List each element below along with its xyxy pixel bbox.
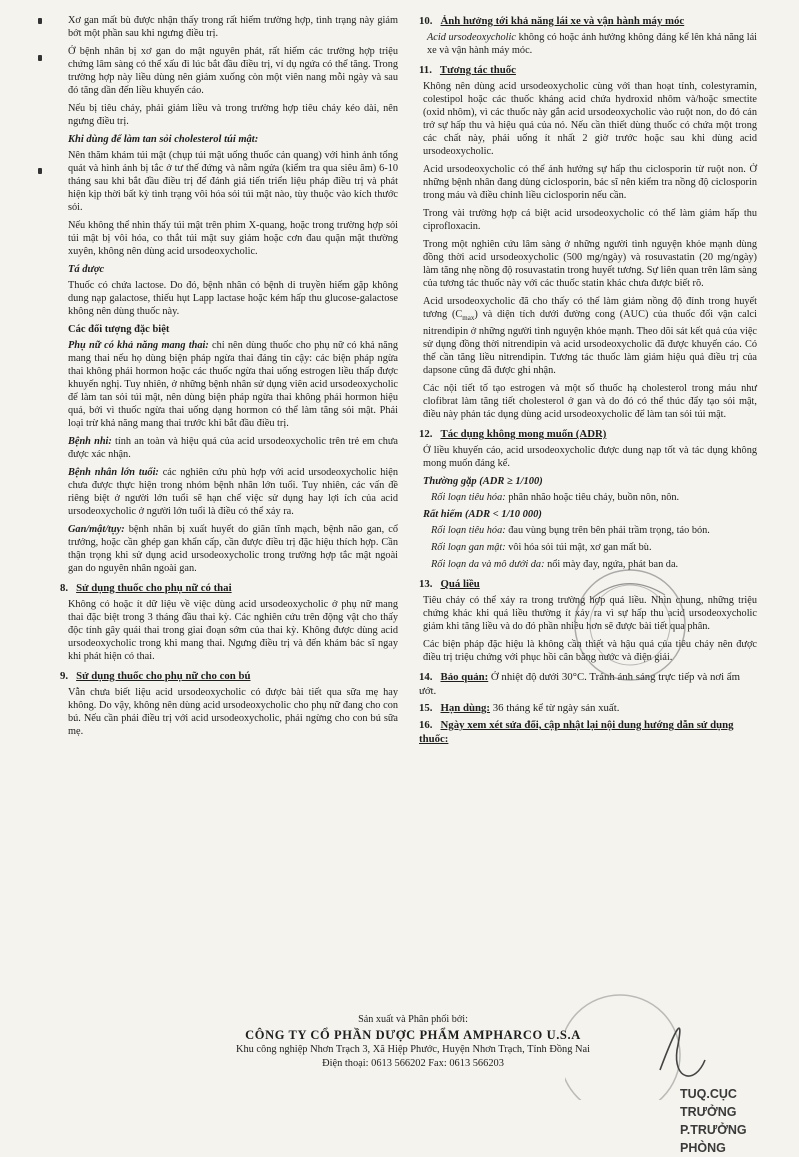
section-title: Hạn dùng:: [440, 702, 491, 715]
subheading-excipient: Tá dược: [68, 264, 105, 275]
footer: [68, 1013, 758, 1071]
section-10-heading: [419, 14, 757, 28]
text: tính an toàn và hiệu quả của acid ursodeoxycholic trên trẻ em chưa được xác nhận.: [68, 436, 398, 460]
paragraph: [419, 295, 757, 377]
lead: Bệnh nhân lớn tuổi:: [68, 467, 159, 478]
section-title: Ngày xem xét sửa đổi, cập nhật lại nội dung hướng dẫn sử dụng thuốc:: [419, 719, 734, 746]
section-12-heading: [419, 427, 757, 441]
text: Acid ursodeoxycholic đã cho thấy có thể làm giảm nồng độ đỉnh trong huyết tương (C: [423, 296, 757, 320]
adr-text: phân nhão hoặc tiêu chảy, buồn nôn, nôn.: [505, 492, 680, 504]
paragraph-liver: [68, 523, 398, 575]
company-phone: Điện thoại: 0613 566202 Fax: 0613 566203: [322, 1058, 504, 1069]
section-number: 13.: [419, 578, 433, 591]
paragraph-children: [68, 435, 398, 461]
text: bệnh nhân bị xuất huyết do giãn tĩnh mạch, bệnh não gan, cổ trướng, hoặc cần ghép gan khẩn cấp, cần được điều trị đặc hiệu thích hợp. Cần thận trọng khi sử dụng acid ursodeoxycholic trong trường hợp tắc mật ngoài gan do nguyên nhân ngoài gan.: [68, 524, 398, 574]
paragraph: Tiêu chảy có thể xảy ra trong trường hợp quá liều. Nhìn chung, những triệu chứng khác khi quá liều thường ít xảy ra vì sự hấp thu acid ursodeoxycholic giảm khi tăng liều và do đó phần nhiều hơn sẽ được bài tiết qua phân.: [423, 595, 757, 633]
lead: Bệnh nhi:: [68, 436, 112, 447]
paragraph: Nếu không thể nhìn thấy túi mật trên phim X-quang, hoặc trong trường hợp sỏi túi mật bị vôi hóa, co thắt túi mật suy giảm hoặc cơn đau quặn mật thường xuyên, không nên dùng acid ursodeoxycholic.: [68, 220, 398, 257]
margin-mark: [38, 55, 42, 61]
paragraph: Nên thăm khám túi mật (chụp túi mật uống thuốc cản quang) với hình ảnh tổng quát và hình ảnh bị tắc ở tư thế đứng và nằm ngửa (kiểm tra qua siêu âm) 6-10 tháng sau khi bắt đầu điều trị để đánh giá tiến triển liệu pháp điều trị và phát hiện kịp thời bất kỳ tình trạng vôi hóa sỏi túi mật nào, tùy thuộc vào kích thước sỏi.: [68, 150, 398, 213]
adr-category: Rối loạn tiêu hóa:: [431, 525, 506, 537]
section-15-heading: [419, 701, 757, 715]
section-title: Ảnh hưởng tới khả năng lái xe và vận hành máy móc: [440, 15, 685, 27]
paragraph: Không nên dùng acid ursodeoxycholic cùng với than hoạt tính, colestyramin, colestipol hoặc các thuốc kháng acid chứa hydroxid nhôm và/hoặc smectite (oxid nhôm), vì các thuốc này gắn acid ursodeoxycholic vào ruột non, do đó cản trở sự hấp thu và hiệu quả của nó. Nếu cần thiết dùng thuốc có chứa một trong các chất này, phải uống ít nhất 2 giờ trước hoặc sau khi dùng acid ursodeoxycholic.: [423, 81, 757, 157]
paragraph-women: [68, 339, 398, 430]
paragraph: Ở bệnh nhân bị xơ gan do mật nguyên phát, rất hiếm các trường hợp triệu chứng lâm sàng có thể xấu đi lúc bắt đầu điều trị, ví dụ ngứa có thể tăng. Trong trường hợp này liều dùng nên giảm xuống còn một viên nang mỗi ngày và sau đó tăng dần đến liều khuyến cáo.: [68, 46, 398, 96]
adr-text: nổi mày đay, ngứa, phát ban da.: [544, 559, 679, 571]
paragraph: Trong một nghiên cứu lâm sàng ở những người tình nguyện khỏe mạnh dùng đồng thời acid ursodeoxycholic (500 mg/ngày) và rosuvastatin (20 mg/ngày) làm tăng nhẹ nồng độ rosuvastatin trong huyết tương. Sự liên quan trên lâm sàng của tương tác thuốc này với các thuốc statin khác chưa được biết rõ.: [423, 239, 757, 289]
footer-intro: Sản xuất và Phân phối bởi:: [358, 1014, 468, 1025]
margin-mark: [38, 168, 42, 174]
section-number: 9.: [60, 670, 69, 682]
section-number: 15.: [419, 702, 433, 715]
section-8-heading: [60, 581, 398, 595]
section-number: 8.: [60, 582, 69, 594]
paragraph: Vẫn chưa biết liệu acid ursodeoxycholic có được bài tiết qua sữa mẹ hay không. Do vậy, không nên dùng acid ursodeoxycholic cho phụ nữ đang cho con bú. Nếu cần phải điều trị với acid ursodeoxycholic, phải ngừng cho con bú sữa mẹ.: [68, 687, 398, 737]
subscript: max: [462, 314, 475, 323]
section-9-heading: [60, 669, 398, 683]
margin-mark: [38, 18, 42, 24]
subheading-gallstone: Khi dùng để làm tan sỏi cholesterol túi mật:: [68, 134, 259, 145]
adr-row: [431, 491, 757, 504]
text: không có hoặc ảnh hưởng không đáng kể lên khả năng lái xe và vận hành máy móc.: [427, 32, 758, 56]
paragraph: Không có hoặc ít dữ liệu về việc dùng acid ursodeoxycholic ở phụ nữ mang thai đặc biệt trong 3 tháng đầu thai kỳ. Các nghiên cứu trên động vật cho thấy độc tính gây quái thai trong giai đoạn sớm của thai kỳ. Không được dùng acid ursodeoxycholic trong khi mang thai. Ngưng điều trị và đến khám bác sĩ ngay khi phát hiện có thai.: [68, 599, 398, 662]
paragraph: Thuốc có chứa lactose. Do đó, bệnh nhân có bệnh di truyền hiếm gặp không dung nạp galactose, thiếu hụt Lapp lactase hoặc kém hấp thu glucose-galactose không nên dùng thuốc này.: [68, 280, 398, 317]
subheading-special-populations: Các đối tượng đặc biệt: [68, 324, 170, 335]
section-text: Ở nhiệt độ dưới 30°C. Tránh ánh sáng trực tiếp và nơi ẩm ướt.: [419, 671, 740, 698]
left-column: [60, 14, 398, 743]
subheading-common: Thường gặp (ADR ≥ 1/100): [423, 476, 543, 488]
company-name: CÔNG TY CỔ PHẦN DƯỢC PHẨM AMPHARCO U.S.A: [245, 1028, 581, 1042]
paragraph: Các nội tiết tố tạo estrogen và một số thuốc hạ cholesterol trong máu như clofibrat làm tăng tiết cholesterol ở gan và do đó có thể thúc đẩy tạo sỏi mật, điều này phản tác dụng dùng acid ursodeoxycholic để làm tan sỏi túi mật.: [423, 383, 757, 421]
italic-term: Acid ursodeoxycholic: [427, 32, 516, 43]
paragraph: Acid ursodeoxycholic có thể ảnh hưởng sự hấp thu ciclosporin từ ruột non. Ở những bệnh nhân đang dùng ciclosporin, bác sĩ nên kiểm tra nồng độ ciclosporin trong máu và điều chỉnh liều ciclosporin nếu cần.: [423, 164, 757, 201]
section-title: Sử dụng thuốc cho phụ nữ có thai: [76, 582, 232, 594]
section-title: Bảo quản:: [440, 671, 489, 684]
text: chỉ nên dùng thuốc cho phụ nữ có khả năng mang thai nếu họ dùng biện pháp ngừa thai đáng tin cậy: các biện pháp ngừa thai không phải hormon hoặc các thuốc ngừa thai uống estrogen liều thấp được khuyến nghị. Tuy nhiên, ở những bệnh nhân sử dụng viên acid ursodeoxycholic để làm tan sỏi túi mật, nên dùng biện pháp ngừa thai không phải hormon hiệu quả, bởi vì thuốc ngừa thai uống dạng hormon có thể làm tăng sỏi mật. Phải loại trừ khả năng mang thai trước khi bắt đầu điều trị.: [68, 340, 398, 429]
adr-row: [431, 524, 757, 537]
stamp-icon: [565, 560, 695, 690]
section-number: 12.: [419, 428, 433, 441]
signature-line: TUQ.CỤC TRƯỞNG: [680, 1087, 737, 1119]
text: ) và diện tích dưới đường cong (AUC) của thuốc đối vận calci nitrendipin ở những người tình nguyện khỏe mạnh. Theo dõi sát kết quả của việc sử dụng đồng thời nitrendipin và acid ursodeoxycholic đã được khuyến cáo. Có thể cần tăng liều nitrendipin. Tương tác thuốc làm giảm hiệu quả điều trị của dapsone cũng đã được ghi nhận.: [423, 309, 757, 377]
paragraph: Xơ gan mất bù được nhận thấy trong rất hiếm trường hợp, tình trạng này giảm bớt một phần sau khi ngưng điều trị.: [68, 15, 398, 39]
section-number: 11.: [419, 64, 432, 76]
section-11-heading: [419, 63, 757, 77]
section-number: 16.: [419, 719, 433, 732]
adr-row: [431, 541, 757, 554]
paragraph-elderly: [68, 466, 398, 518]
section-number: 10.: [419, 15, 433, 27]
adr-category: Rối loạn gan mật:: [431, 542, 506, 554]
paragraph: Nếu bị tiêu chảy, phải giảm liều và trong trường hợp tiêu chảy kéo dài, nên ngưng điều trị.: [68, 103, 398, 127]
paragraph: [419, 31, 757, 57]
adr-category: Rối loạn da và mô dưới da:: [431, 559, 545, 571]
adr-text: vôi hóa sỏi túi mật, xơ gan mất bù.: [505, 542, 652, 554]
section-text: 36 tháng kể từ ngày sản xuất.: [490, 702, 620, 715]
section-title: Tương tác thuốc: [439, 64, 516, 76]
text: các nghiên cứu phù hợp với acid ursodeoxycholic hiện chưa được thực hiện trong nhóm bệnh nhân lớn tuổi. Tuy nhiên, các vấn đề riêng biệt ở người lớn tuổi sẽ hạn chế việc sử dụng hay lợi ích của acid ursodeoxycholic ở người lớn tuổi là điều có thể xảy ra.: [68, 467, 398, 517]
paragraph: Ở liều khuyến cáo, acid ursodeoxycholic được dung nạp tốt và tác dụng không mong muốn đáng kể.: [423, 445, 757, 470]
signature-line: P.TRƯỞNG PHÒNG: [680, 1123, 747, 1155]
section-title: Quá liều: [440, 578, 480, 591]
section-16-heading: [419, 718, 757, 746]
adr-category: Rối loạn tiêu hóa:: [431, 492, 506, 504]
section-number: 14.: [419, 671, 433, 684]
company-address: Khu công nghiệp Nhơn Trạch 3, Xã Hiệp Phước, Huyện Nhơn Trạch, Tỉnh Đồng Nai: [235, 1044, 591, 1055]
section-title: Sử dụng thuốc cho phụ nữ cho con bú: [76, 670, 251, 682]
lead: Phụ nữ có khả năng mang thai:: [68, 340, 209, 351]
paragraph: Các biện pháp đặc hiệu là không cần thiết và hậu quả của tiêu chảy nên được điều trị triệu chứng với phục hồi cân bằng nước và điện giải.: [423, 639, 757, 664]
subheading-rare: Rất hiếm (ADR < 1/10 000): [423, 509, 542, 521]
lead: Gan/mật/tụy:: [68, 524, 125, 535]
signature-block: [680, 1085, 790, 1157]
paragraph: Trong vài trường hợp cá biệt acid ursodeoxycholic có thể làm giảm hấp thu ciprofloxacin.: [423, 208, 757, 232]
adr-text: đau vùng bụng trên bên phải trầm trọng, táo bón.: [505, 525, 710, 537]
section-title: Tác dụng không mong muốn (ADR): [440, 428, 607, 441]
